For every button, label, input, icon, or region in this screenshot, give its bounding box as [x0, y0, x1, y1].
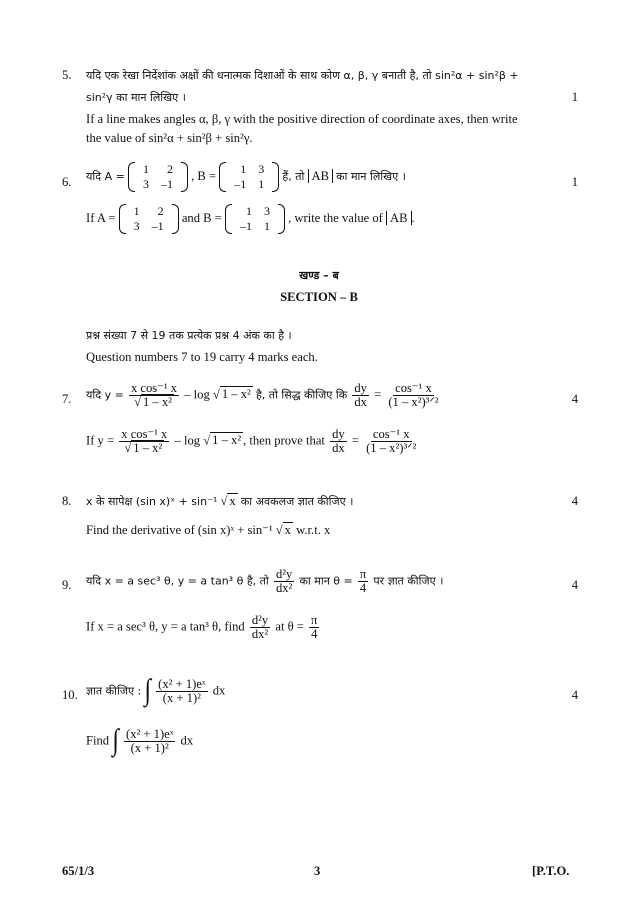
- matrix-b: 1 3 –1 1: [225, 204, 285, 234]
- question-english-line: If x = a sec³ θ, y = a tan³ θ, find $\frac{\text{d²y}}{\text{dx²}}$ at θ = $\frac{\pi}{4}$: [86, 613, 318, 641]
- question-number: 7.: [62, 392, 72, 406]
- question-english-line-2: the value of sin²α + sin²β + sin²γ.: [86, 131, 253, 145]
- section-hindi-title: खण्ड – ब: [299, 269, 339, 282]
- marks: 4: [571, 392, 578, 406]
- question-hindi-line: यदि y = $\frac{\text{x cos⁻¹ x}}{\text{√ 1 – x²}}$ – log √ 1 – x² है, तो सिद्ध कीजिए कि $\frac{dy}{dx}$ = $\frac{\text{cos⁻¹ x}}{\text{(1 – x²)³ᐟ²}}$: [86, 381, 439, 409]
- question-number: 6.: [62, 175, 72, 189]
- determinant: AB: [308, 169, 334, 183]
- marks: 4: [571, 578, 578, 592]
- section-hindi-instructions: प्रश्न संख्या 7 से 19 तक प्रत्येक प्रश्न 4 अंक का है ।: [86, 329, 292, 342]
- pto-label: [P.T.O.: [532, 864, 570, 878]
- question-english-line: If A = 1 2 3 –1 and B = 1 3 –1 1 , write the value of AB .: [86, 204, 415, 233]
- question-number: 8.: [62, 494, 72, 508]
- question-number: 10.: [62, 688, 78, 702]
- section-instructions: Question numbers 7 to 19 carry 4 marks each.: [86, 350, 318, 364]
- page-number: 3: [314, 864, 321, 878]
- matrix-a: 1 2 3 –1: [128, 162, 188, 192]
- question-number: 9.: [62, 578, 72, 592]
- question-hindi-line: x के सापेक्ष (sin x)ˣ + sin⁻¹ √ x का अवकलज ज्ञात कीजिए ।: [86, 494, 354, 508]
- integral-icon: ∫: [144, 674, 151, 708]
- question-hindi-line-2: sin²γ का मान लिखिए ।: [86, 91, 186, 104]
- matrix-b: 1 3 –1 1: [219, 162, 279, 192]
- marks: 4: [571, 494, 578, 508]
- integral-icon: ∫: [112, 724, 119, 758]
- question-english-line: If y = $\frac{\text{x cos⁻¹ x}}{\text{√ 1 – x²}}$ – log √ 1 – x² , then prove that $\frac{dy}{dx}$ = $\frac{\text{cos⁻¹ x}}{\text{(1 – x²)³ᐟ²}}$: [86, 427, 417, 455]
- question-hindi-line: ज्ञात कीजिए : ∫ $\frac{\text{(x² + 1)eˣ}}{\text{(x + 1)²}}$ dx: [86, 674, 226, 708]
- determinant: AB: [386, 211, 412, 225]
- marks: 1: [571, 90, 578, 104]
- section-title: SECTION – B: [280, 290, 358, 304]
- matrix-a: 1 2 3 –1: [119, 204, 179, 234]
- question-number: 5.: [62, 68, 72, 82]
- question-english-line-1: If a line makes angles α, β, γ with the positive direction of coordinate axes, then write: [86, 112, 518, 126]
- marks: 4: [571, 688, 578, 702]
- paper-code: 65/1/3: [62, 864, 95, 878]
- question-english-line: Find ∫ $\frac{\text{(x² + 1)eˣ}}{\text{(x + 1)²}}$ dx: [86, 724, 194, 758]
- question-english-line: Find the derivative of (sin x)ˣ + sin⁻¹ √ x w.r.t. x: [86, 523, 331, 537]
- question-hindi-line: यदि x = a sec³ θ, y = a tan³ θ है, तो $\frac{\text{d²y}}{\text{dx²}}$ का मान θ = $\frac{\pi}{4}$ पर ज्ञात कीजिए ।: [86, 567, 444, 595]
- question-hindi-line: यदि A = 1 2 3 –1 , B = 1 3 –1 1 हैं, तो AB का मान लिखिए ।: [86, 162, 406, 191]
- marks: 1: [571, 175, 578, 189]
- question-hindi-line-1: यदि एक रेखा निर्देशांक अक्षों की धनात्मक दिशाओं के साथ कोण α, β, γ बनाती है, तो sin²α + sin²β +: [86, 69, 519, 82]
